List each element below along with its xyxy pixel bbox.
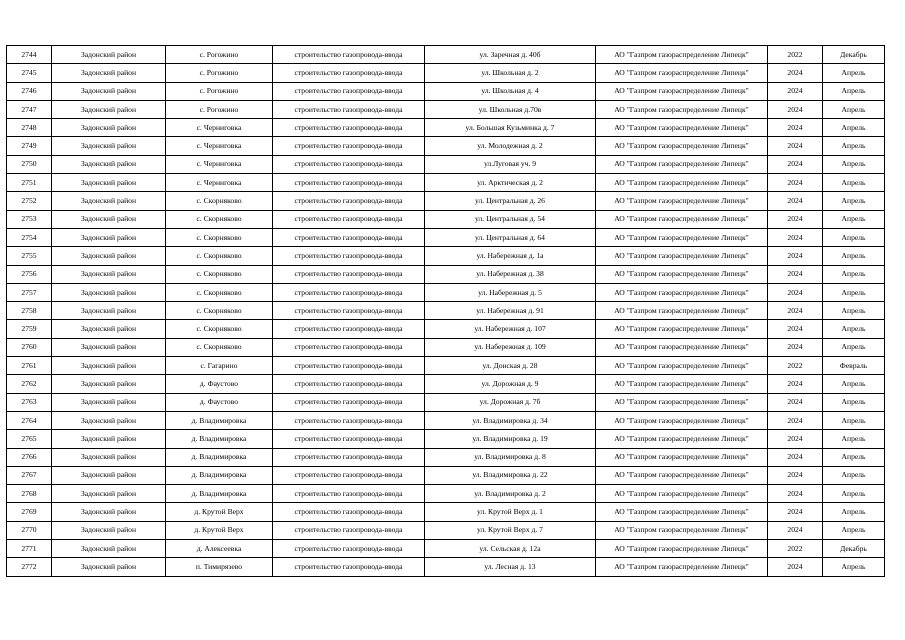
cell-organization: АО "Газпром газораспределение Липецк": [596, 521, 768, 539]
cell-month: Апрель: [823, 448, 885, 466]
cell-district: Задонский район: [52, 210, 166, 228]
cell-work-type: строительство газопровода-ввода: [273, 393, 425, 411]
cell-district: Задонский район: [52, 357, 166, 375]
cell-address: ул. Набережная д. 38: [425, 265, 596, 283]
table-row: [7, 155, 885, 173]
cell-year: 2022: [768, 540, 823, 558]
cell-work-type: строительство газопровода-ввода: [273, 119, 425, 137]
table-row: [7, 320, 885, 338]
table-row: [7, 448, 885, 466]
cell-year: 2024: [768, 521, 823, 539]
cell-work-type: строительство газопровода-ввода: [273, 283, 425, 301]
cell-address: ул. Молодежная д. 2: [425, 137, 596, 155]
cell-work-type: строительство газопровода-ввода: [273, 64, 425, 82]
table-row: [7, 119, 885, 137]
cell-month: Апрель: [823, 64, 885, 82]
cell-work-type: строительство газопровода-ввода: [273, 302, 425, 320]
cell-organization: АО "Газпром газораспределение Липецк": [596, 338, 768, 356]
cell-month: Апрель: [823, 485, 885, 503]
cell-address: ул. Владимировка д. 34: [425, 411, 596, 429]
table-row: [7, 210, 885, 228]
cell-organization: АО "Газпром газораспределение Липецк": [596, 320, 768, 338]
cell-address: ул. Дорожная д. 7б: [425, 393, 596, 411]
cell-month: Апрель: [823, 558, 885, 576]
cell-work-type: строительство газопровода-ввода: [273, 155, 425, 173]
cell-organization: АО "Газпром газораспределение Липецк": [596, 485, 768, 503]
cell-month: Апрель: [823, 100, 885, 118]
cell-address: ул. Сельская д. 12а: [425, 540, 596, 558]
gas-connection-table: [6, 45, 885, 577]
table-row: [7, 247, 885, 265]
cell-locality: с. Скорняково: [166, 283, 273, 301]
cell-organization: АО "Газпром газораспределение Липецк": [596, 375, 768, 393]
cell-organization: АО "Газпром газораспределение Липецк": [596, 210, 768, 228]
cell-organization: АО "Газпром газораспределение Липецк": [596, 558, 768, 576]
cell-number: 2747: [7, 100, 52, 118]
cell-address: ул. Арктическая д. 2: [425, 174, 596, 192]
cell-address: ул. Набережная д. 1а: [425, 247, 596, 265]
cell-number: 2749: [7, 137, 52, 155]
cell-address: ул. Заречная д. 40б: [425, 46, 596, 64]
cell-month: Апрель: [823, 192, 885, 210]
cell-organization: АО "Газпром газораспределение Липецк": [596, 411, 768, 429]
cell-organization: АО "Газпром газораспределение Липецк": [596, 540, 768, 558]
cell-address: ул. Донская д. 28: [425, 357, 596, 375]
cell-address: ул. Владимировка д. 2: [425, 485, 596, 503]
cell-district: Задонский район: [52, 558, 166, 576]
cell-locality: с. Скорняково: [166, 302, 273, 320]
table-row: [7, 393, 885, 411]
cell-district: Задонский район: [52, 64, 166, 82]
cell-number: 2768: [7, 485, 52, 503]
cell-district: Задонский район: [52, 137, 166, 155]
cell-address: ул. Набережная д. 5: [425, 283, 596, 301]
cell-year: 2024: [768, 82, 823, 100]
cell-locality: с. Скорняково: [166, 210, 273, 228]
table-row: [7, 64, 885, 82]
table-row: [7, 485, 885, 503]
document-page: [6, 45, 884, 577]
cell-locality: д. Владимировка: [166, 466, 273, 484]
cell-work-type: строительство газопровода-ввода: [273, 466, 425, 484]
cell-locality: д. Алексеевка: [166, 540, 273, 558]
cell-address: ул. Дорожная д. 9: [425, 375, 596, 393]
cell-number: 2759: [7, 320, 52, 338]
table-row: [7, 174, 885, 192]
cell-work-type: строительство газопровода-ввода: [273, 430, 425, 448]
cell-number: 2746: [7, 82, 52, 100]
table-row: [7, 192, 885, 210]
cell-number: 2765: [7, 430, 52, 448]
cell-address: ул. Лесная д. 13: [425, 558, 596, 576]
cell-locality: с. Гагарино: [166, 357, 273, 375]
cell-number: 2762: [7, 375, 52, 393]
cell-address: ул. Владимировка д. 19: [425, 430, 596, 448]
cell-district: Задонский район: [52, 265, 166, 283]
cell-address: ул. Владимировка д. 22: [425, 466, 596, 484]
cell-month: Апрель: [823, 82, 885, 100]
cell-year: 2022: [768, 46, 823, 64]
cell-year: 2022: [768, 357, 823, 375]
cell-work-type: строительство газопровода-ввода: [273, 338, 425, 356]
cell-month: Декабрь: [823, 46, 885, 64]
cell-month: Апрель: [823, 119, 885, 137]
table-row: [7, 503, 885, 521]
cell-district: Задонский район: [52, 302, 166, 320]
cell-organization: АО "Газпром газораспределение Липецк": [596, 64, 768, 82]
cell-organization: АО "Газпром газораспределение Липецк": [596, 82, 768, 100]
cell-district: Задонский район: [52, 320, 166, 338]
cell-work-type: строительство газопровода-ввода: [273, 82, 425, 100]
cell-organization: АО "Газпром газораспределение Липецк": [596, 137, 768, 155]
cell-district: Задонский район: [52, 430, 166, 448]
cell-district: Задонский район: [52, 155, 166, 173]
cell-work-type: строительство газопровода-ввода: [273, 503, 425, 521]
table-row: [7, 283, 885, 301]
table-row: [7, 375, 885, 393]
cell-district: Задонский район: [52, 46, 166, 64]
cell-locality: с. Скорняково: [166, 247, 273, 265]
cell-address: ул. Школьная д. 2: [425, 64, 596, 82]
cell-address: ул. Большая Кузьминка д. 7: [425, 119, 596, 137]
cell-address: ул. Школьная д. 4: [425, 82, 596, 100]
cell-month: Апрель: [823, 521, 885, 539]
cell-district: Задонский район: [52, 82, 166, 100]
cell-district: Задонский район: [52, 192, 166, 210]
cell-year: 2024: [768, 466, 823, 484]
table-row: [7, 521, 885, 539]
cell-number: 2772: [7, 558, 52, 576]
cell-district: Задонский район: [52, 283, 166, 301]
cell-locality: с. Рогожино: [166, 46, 273, 64]
cell-year: 2024: [768, 247, 823, 265]
cell-locality: с. Рогожино: [166, 64, 273, 82]
cell-year: 2024: [768, 430, 823, 448]
cell-month: Апрель: [823, 137, 885, 155]
cell-month: Апрель: [823, 302, 885, 320]
cell-year: 2024: [768, 64, 823, 82]
cell-year: 2024: [768, 210, 823, 228]
cell-locality: д. Владимировка: [166, 430, 273, 448]
cell-number: 2748: [7, 119, 52, 137]
table-row: [7, 302, 885, 320]
cell-locality: д. Владимировка: [166, 485, 273, 503]
cell-organization: АО "Газпром газораспределение Липецк": [596, 430, 768, 448]
cell-number: 2752: [7, 192, 52, 210]
cell-year: 2024: [768, 558, 823, 576]
cell-work-type: строительство газопровода-ввода: [273, 137, 425, 155]
cell-address: ул. Набережная д. 91: [425, 302, 596, 320]
cell-work-type: строительство газопровода-ввода: [273, 100, 425, 118]
cell-locality: п. Тимирязево: [166, 558, 273, 576]
cell-year: 2024: [768, 192, 823, 210]
cell-work-type: строительство газопровода-ввода: [273, 521, 425, 539]
cell-month: Апрель: [823, 466, 885, 484]
cell-month: Февраль: [823, 357, 885, 375]
cell-year: 2024: [768, 375, 823, 393]
cell-month: Декабрь: [823, 540, 885, 558]
cell-month: Апрель: [823, 393, 885, 411]
cell-locality: с. Черниговка: [166, 137, 273, 155]
cell-number: 2745: [7, 64, 52, 82]
cell-district: Задонский район: [52, 375, 166, 393]
cell-work-type: строительство газопровода-ввода: [273, 210, 425, 228]
cell-number: 2756: [7, 265, 52, 283]
cell-locality: д. Фаустово: [166, 375, 273, 393]
cell-address: ул. Центральная д. 26: [425, 192, 596, 210]
cell-locality: д. Фаустово: [166, 393, 273, 411]
table-row: [7, 265, 885, 283]
table-row: [7, 558, 885, 576]
cell-district: Задонский район: [52, 411, 166, 429]
table-body: [7, 46, 885, 577]
cell-address: ул. Крутой Верх д. 7: [425, 521, 596, 539]
cell-year: 2024: [768, 448, 823, 466]
cell-month: Апрель: [823, 155, 885, 173]
cell-district: Задонский район: [52, 448, 166, 466]
cell-address: ул. Центральная д. 54: [425, 210, 596, 228]
cell-number: 2751: [7, 174, 52, 192]
cell-work-type: строительство газопровода-ввода: [273, 247, 425, 265]
cell-locality: д. Владимировка: [166, 411, 273, 429]
cell-number: 2771: [7, 540, 52, 558]
cell-work-type: строительство газопровода-ввода: [273, 375, 425, 393]
cell-organization: АО "Газпром газораспределение Липецк": [596, 466, 768, 484]
cell-district: Задонский район: [52, 466, 166, 484]
cell-organization: АО "Газпром газораспределение Липецк": [596, 100, 768, 118]
cell-month: Апрель: [823, 247, 885, 265]
cell-district: Задонский район: [52, 174, 166, 192]
cell-locality: с. Скорняково: [166, 320, 273, 338]
cell-district: Задонский район: [52, 521, 166, 539]
cell-number: 2757: [7, 283, 52, 301]
cell-locality: с. Рогожино: [166, 100, 273, 118]
cell-organization: АО "Газпром газораспределение Липецк": [596, 448, 768, 466]
cell-address: ул. Школьная д.70в: [425, 100, 596, 118]
cell-month: Апрель: [823, 338, 885, 356]
cell-organization: АО "Газпром газораспределение Липецк": [596, 155, 768, 173]
cell-locality: с. Скорняково: [166, 265, 273, 283]
cell-district: Задонский район: [52, 503, 166, 521]
cell-district: Задонский район: [52, 338, 166, 356]
cell-district: Задонский район: [52, 119, 166, 137]
cell-month: Апрель: [823, 503, 885, 521]
cell-district: Задонский район: [52, 393, 166, 411]
cell-year: 2024: [768, 302, 823, 320]
cell-year: 2024: [768, 411, 823, 429]
cell-year: 2024: [768, 100, 823, 118]
cell-year: 2024: [768, 485, 823, 503]
cell-organization: АО "Газпром газораспределение Липецк": [596, 265, 768, 283]
cell-locality: д. Владимировка: [166, 448, 273, 466]
cell-address: ул. Центральная д. 64: [425, 228, 596, 246]
cell-locality: с. Рогожино: [166, 82, 273, 100]
cell-organization: АО "Газпром газораспределение Липецк": [596, 302, 768, 320]
cell-year: 2024: [768, 338, 823, 356]
cell-year: 2024: [768, 119, 823, 137]
cell-locality: с. Черниговка: [166, 155, 273, 173]
cell-number: 2763: [7, 393, 52, 411]
cell-year: 2024: [768, 320, 823, 338]
cell-number: 2769: [7, 503, 52, 521]
cell-district: Задонский район: [52, 247, 166, 265]
table-row: [7, 46, 885, 64]
cell-month: Апрель: [823, 283, 885, 301]
cell-work-type: строительство газопровода-ввода: [273, 192, 425, 210]
cell-year: 2024: [768, 155, 823, 173]
cell-year: 2024: [768, 137, 823, 155]
table-row: [7, 82, 885, 100]
cell-locality: д. Крутой Верх: [166, 521, 273, 539]
cell-locality: с. Скорняково: [166, 192, 273, 210]
cell-number: 2755: [7, 247, 52, 265]
cell-work-type: строительство газопровода-ввода: [273, 540, 425, 558]
cell-work-type: строительство газопровода-ввода: [273, 320, 425, 338]
cell-month: Апрель: [823, 265, 885, 283]
cell-locality: с. Черниговка: [166, 119, 273, 137]
cell-work-type: строительство газопровода-ввода: [273, 174, 425, 192]
cell-organization: АО "Газпром газораспределение Липецк": [596, 174, 768, 192]
cell-month: Апрель: [823, 430, 885, 448]
cell-work-type: строительство газопровода-ввода: [273, 228, 425, 246]
cell-organization: АО "Газпром газораспределение Липецк": [596, 46, 768, 64]
cell-month: Апрель: [823, 375, 885, 393]
table-row: [7, 466, 885, 484]
cell-work-type: строительство газопровода-ввода: [273, 46, 425, 64]
cell-district: Задонский район: [52, 228, 166, 246]
table-row: [7, 137, 885, 155]
cell-number: 2758: [7, 302, 52, 320]
cell-locality: с. Скорняково: [166, 338, 273, 356]
cell-year: 2024: [768, 174, 823, 192]
cell-organization: АО "Газпром газораспределение Липецк": [596, 247, 768, 265]
cell-month: Апрель: [823, 174, 885, 192]
cell-work-type: строительство газопровода-ввода: [273, 265, 425, 283]
cell-organization: АО "Газпром газораспределение Липецк": [596, 192, 768, 210]
cell-district: Задонский район: [52, 485, 166, 503]
cell-address: ул. Владимировка д. 8: [425, 448, 596, 466]
cell-district: Задонский район: [52, 100, 166, 118]
cell-year: 2024: [768, 283, 823, 301]
cell-year: 2024: [768, 393, 823, 411]
cell-locality: д. Крутой Верх: [166, 503, 273, 521]
cell-number: 2753: [7, 210, 52, 228]
cell-locality: с. Черниговка: [166, 174, 273, 192]
cell-number: 2770: [7, 521, 52, 539]
cell-number: 2767: [7, 466, 52, 484]
cell-address: ул.Луговая уч. 9: [425, 155, 596, 173]
cell-work-type: строительство газопровода-ввода: [273, 485, 425, 503]
cell-organization: АО "Газпром газораспределение Липецк": [596, 283, 768, 301]
table-row: [7, 100, 885, 118]
cell-number: 2766: [7, 448, 52, 466]
table-row: [7, 357, 885, 375]
cell-number: 2764: [7, 411, 52, 429]
table-row: [7, 411, 885, 429]
cell-month: Апрель: [823, 411, 885, 429]
cell-year: 2024: [768, 503, 823, 521]
table-row: [7, 540, 885, 558]
cell-address: ул. Набережная д. 107: [425, 320, 596, 338]
cell-locality: с. Скорняково: [166, 228, 273, 246]
cell-number: 2744: [7, 46, 52, 64]
cell-work-type: строительство газопровода-ввода: [273, 558, 425, 576]
cell-organization: АО "Газпром газораспределение Липецк": [596, 357, 768, 375]
cell-work-type: строительство газопровода-ввода: [273, 357, 425, 375]
cell-year: 2024: [768, 265, 823, 283]
cell-number: 2754: [7, 228, 52, 246]
cell-month: Апрель: [823, 228, 885, 246]
cell-organization: АО "Газпром газораспределение Липецк": [596, 503, 768, 521]
cell-number: 2761: [7, 357, 52, 375]
table-row: [7, 338, 885, 356]
cell-work-type: строительство газопровода-ввода: [273, 411, 425, 429]
cell-work-type: строительство газопровода-ввода: [273, 448, 425, 466]
table-row: [7, 430, 885, 448]
cell-organization: АО "Газпром газораспределение Липецк": [596, 393, 768, 411]
cell-year: 2024: [768, 228, 823, 246]
table-row: [7, 228, 885, 246]
cell-address: ул. Набережная д. 109: [425, 338, 596, 356]
cell-district: Задонский район: [52, 540, 166, 558]
cell-number: 2760: [7, 338, 52, 356]
cell-organization: АО "Газпром газораспределение Липецк": [596, 119, 768, 137]
cell-organization: АО "Газпром газораспределение Липецк": [596, 228, 768, 246]
cell-month: Апрель: [823, 320, 885, 338]
cell-number: 2750: [7, 155, 52, 173]
cell-month: Апрель: [823, 210, 885, 228]
cell-address: ул. Крутой Верх д. 1: [425, 503, 596, 521]
